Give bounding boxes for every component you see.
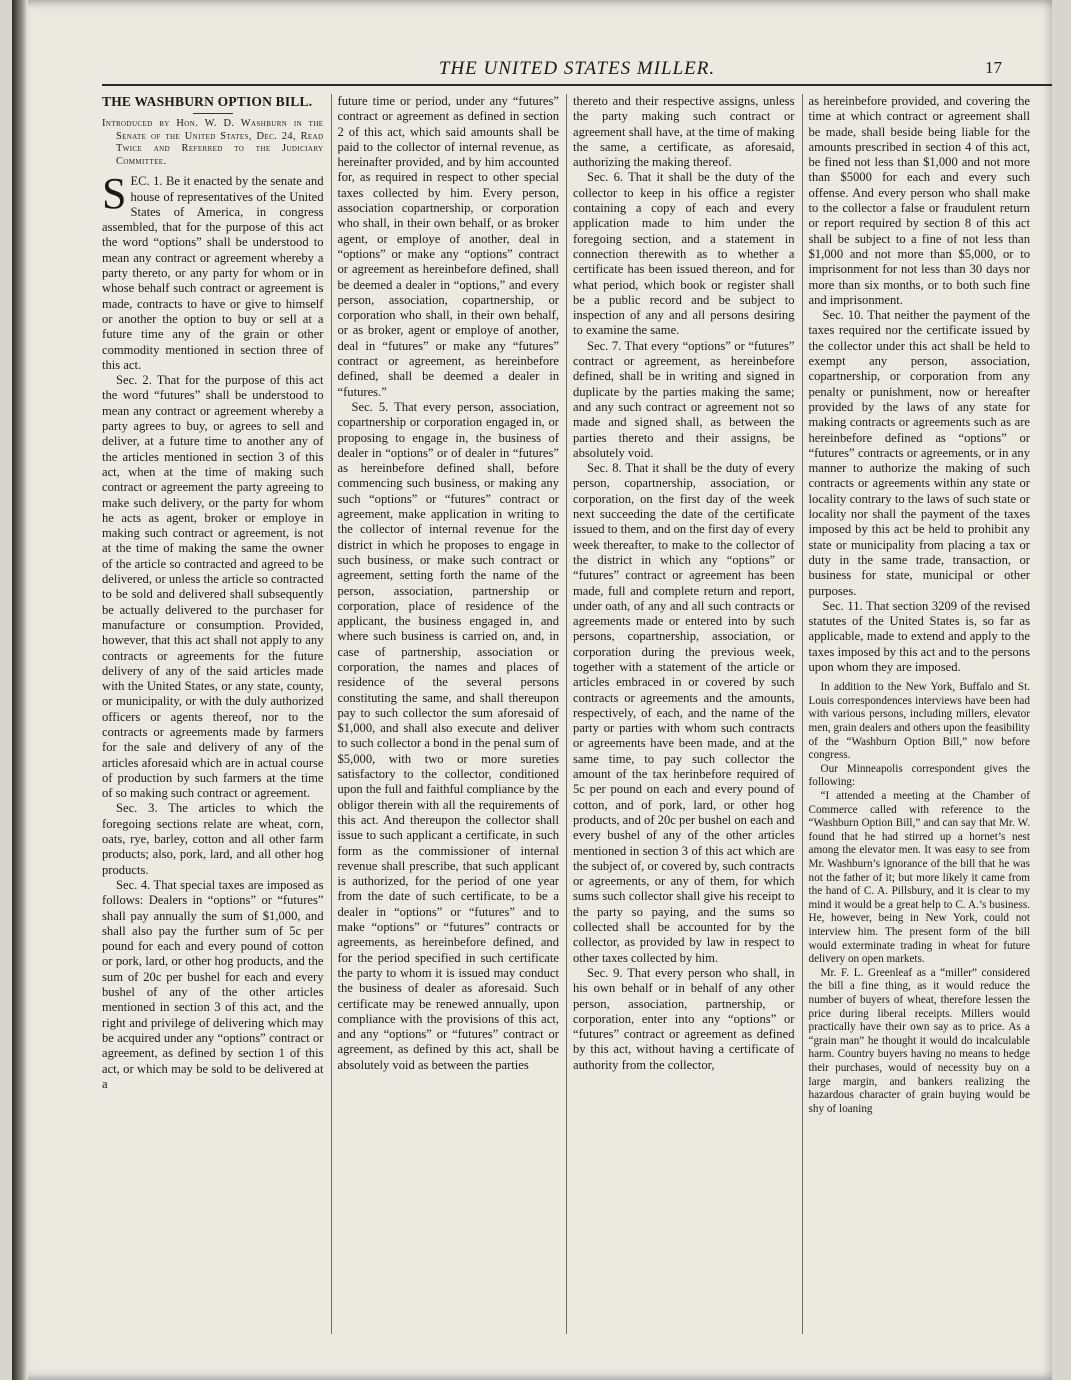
paragraph: In addition to the New York, Buffalo and St. Louis correspondences interviews have been had with various persons, including millers, elevator men, grain dealers and others upon the feasibility of the “Washburn Option Bill,” now before congress. <box>808 681 1030 762</box>
paragraph: Sec. 11. That section 3209 of the revised statutes of the United States is, so far as applicable, made to extend and apply to the taxes imposed by this act and to the persons upon whom they are imposed. <box>808 598 1030 674</box>
paragraph: Mr. F. L. Greenleaf as a “miller” considered the bill a fine thing, as it would reduce the number of buyers of wheat, therefore lessen the price during liberal receipts. Millers would practically have their own say as to price. As a “grain man” he thought it would do incalculable harm. Country buyers having no means to hedge their purchases, would of necessity buy on a large margin, and bankers realizing the hazardous character of grain buying would be shy of loaning <box>808 966 1030 1115</box>
paragraph: Sec. 5. That every person, association, copartnership or corporation engaged in, or proposing to engage in, the business of dealer in “options” or of dealer in “futures” as hereinbefore defined shall, before commencing such business, or making any such “options” or “futures” contract or agreement, make application in writing to the collector of internal revenue for the district in which he proposes to engage in such business, or make such contract or agreement, setting forth the name of the person, association, partnership or corporation, place of residence of the applicant, the business engaged in, and where such business is carried on, and, in case of partnership, association or corporation, the names and places of residence of the several persons constituting the same, and shall thereupon pay to such collector the sum aforesaid of $1,000, and shall also execute and deliver to such collector a bond in the penal sum of $5,000, with two or more sureties satisfactory to the collector, conditioned upon the full and faithful compliance by the obligor therein with all the requirements of this act. And thereupon the collector shall issue to such applicant a certificate, in such form as the commissioner of internal revenue shall prescribe, that such applicant is authorized, for the period of one year from the date of such certificate, to be a dealer in “options” or “futures” and to make “options” or “futures” contracts or agreements, as hereinbefore defined, and for the period specified in such certificate the party to whom it is issued may conduct the business of dealer as aforesaid. Such certificate may be renewed annually, upon compliance with the provisions of this act, and any “options” or “futures” contract or agreement, as defined by this act, shall be absolutely void as between the parties <box>337 399 559 1072</box>
paragraph: thereto and their respective assigns, unless the party making such contract or agreement shall have, at the time of making the same, a certificate, as aforesaid, authorizing the making thereof. <box>573 94 795 170</box>
page-number: 17 <box>985 58 1002 77</box>
newspaper-page <box>12 0 1052 1380</box>
paragraph: Our Minneapolis correspondent gives the following: <box>808 762 1030 789</box>
article-intro: Introduced by Hon. W. D. Washburn in the Senate of the United States, Dec. 24, Read Twice and Referred to the Judiciary Committee. <box>102 118 324 167</box>
article-title: THE WASHBURN OPTION BILL. <box>102 94 313 109</box>
paragraph: Sec. 8. That it shall be the duty of every person, copartnership, association, or corporation, on the first day of the week next succeeding the date of the certificate issued to them, and on the first day of every week thereafter, to make to the collector of the district in which any “options” or “futures” contract or agreement has been made, full and complete return and report, under oath, of any and all such contracts or agreements made or entered into by such persons, copartnership, association, or corporation during the previous week, together with a statement of the article or articles embraced in or covered by such contracts or agreements and the amounts, respectively, of each, and the name of the party or parties with whom such contracts or agreements have been made, and at the same time, to pay such collector the amount of the tax herinbefore required of 5c per pound on each and every pound of cotton, and of pork, lard, or other hog products, and of 20c per bushel on each and every bushel of any of the other articles mentioned in section 3 of this act which are the subject of, or covered by, such contracts or agreements, or any of them, for which sums such collector shall give his receipt to the party so paying, and the sums so collected shall be accounted for by the collector, as provided by law in respect to other taxes collected by him. <box>573 461 795 965</box>
paragraph: Sec. 9. That every person who shall, in his own behalf or in behalf of any other person, association, partnership, or corporation, enter into any “options” or “futures” contract or agreement as defined by this act, without having a certificate of authority from the collector, <box>573 965 795 1072</box>
paragraph: Sec. 6. That it shall be the duty of the collector to keep in his office a register containing a copy of each and every application made to him under the foregoing section, and a statement in connection therewith as to whether a certificate has been issued thereon, and for what period, which book or register shall be a public record and be subject to inspection of any and all persons desiring to examine the same. <box>573 170 795 338</box>
paragraph: as hereinbefore provided, and covering the time at which contract or agreement shall be made, shall beside being liable for the amounts prescribed in section 4 of this act, be fined not less than $1,000 and not more than $5000 for each and every such offense. And every person who shall make to the collector a false or fraudulent return or report required by section 8 of this act shall be subject to a fine of not less than $1,000 and not more than $5,000, or to imprisonment for not less than 30 days nor more than six months, or to both such fine and imprisonment. <box>808 94 1030 307</box>
binding-spine-shadow <box>12 0 28 1380</box>
commentary-section <box>809 681 1031 1116</box>
paragraph: Sec. 3. The articles to which the foregoing sections relate are wheat, corn, oats, rye, barley, cotton and all other farm products; also, pork, lard, and all other hog products. <box>102 801 324 877</box>
drop-cap: S <box>102 169 127 219</box>
article-columns <box>102 94 1030 1334</box>
paragraph: future time or period, under any “futures” contract or agreement as defined in section 2 of this act, which said amounts shall be paid to the collector of internal revenue, as hereinafter provided, and by him accounted for, as required in respect to other special taxes collected by him. Every person, association copartnership, or corporation who shall, in their own behalf, or as broker agent, or employe of another, deal in “options” or make any “options” contract or agreement as hereinbefore defined, shall be deemed a dealer in “options,” and every person, association, copartnership, or corporation who shall, in their own behalf, or as broker, agent or employe of another, deal in “futures” or make any “futures” contract or agreement, as hereinbefore defined, shall be deemed a dealer in “futures.” <box>337 94 559 399</box>
running-head: THE UNITED STATES MILLER. <box>438 58 716 79</box>
column-4 <box>802 94 1031 1334</box>
paragraph: “I attended a meeting at the Chamber of Commerce called with reference to the “Washburn Option Bill,” and can say that Mr. W. found that he had stirred up a hornet’s nest among the elevator men. It was easy to see from Mr. Washburn’s ignorance of the bill that he was not the father of it; but more likely it came from the hand of C. A. Pillsbury, and it is clear to my mind it would be a great help to C. A.’s business. He, however, being in New York, could not interview him. The present form of the bill would exterminate trading in wheat for future delivery on open markets. <box>808 790 1030 966</box>
paragraph: Sec. 7. That every “options” or “futures” contract or agreement, as hereinbefore defined, shall be in writing and signed in duplicate by the parties making the same; and any such contract or agreement not so made and signed shall, as between the parties thereto and their assigns, be absolutely void. <box>573 338 795 460</box>
column-2 <box>331 94 560 1334</box>
title-rule <box>193 113 233 114</box>
paragraph: Sec. 2. That for the purpose of this act the word “futures” shall be understood to mean any contract or agreement whereby a party agrees to buy, or agrees to sell and deliver, at a future time to another any of the articles mentioned in section 3 of this act, when at the time of making such contract or agreement the party agreeing to make such delivery, or the party for whom he acts as agent, broker or employe in making such contract or agreement, is not at the time of making the same the owner of the article so contracted and agreed to be delivered, or unless the article so contracted to be sold and delivered shall subsequently be actually delivered to the purchaser for manufacture or consumption. Provided, however, that this act shall not apply to any contracts or agreements for the future delivery of any of the said articles made with the United States, or any state, county, or municipality, or with the duly authorized officers or agents thereof, nor to the contracts or agreements made by farmers for the sale and delivery of any of the articles aforesaid which are in actual course of production by such farmers at the time of so making such contract or agreement. <box>102 373 324 801</box>
paragraph: Sec. 10. That neither the payment of the taxes required nor the certificate issued by the collector under this act shall be held to exempt any person, association, copartnership, or corporation from any penalty or punishment, now or hereafter provided by the laws of any state for making contracts or agreements such as are hereinbefore defined as “options” or “futures” contracts or agreements, or in any manner to authorize the making of such contracts or agreements within any state or locality contrary to the laws of such state or locality nor shall the payment of the taxes imposed by this act be held to prohibit any state or municipality from placing a tax or duty in the same trade, transaction, or business for state, municipal or other purposes. <box>808 308 1030 598</box>
paragraph: EC. 1. Be it enacted by the senate and house of representatives of the United States of America, in congress assembled, that for the purpose of this act the word “options” shall be understood to mean any contract or agreement whereby a party thereto, or any party for whom or in whose behalf such contract or agreement is made, contracts to have or give to himself or another the option to buy or sell at a future time any of the grain or other commodity mentioned in section three of this act. <box>102 174 324 372</box>
paragraph: Sec. 4. That special taxes are imposed as follows: Dealers in “options” or “futures” shall pay annually the sum of $1,000, and shall also pay the further sum of 5c per pound for each and every pound of cotton or pork, lard, or other hog products, and the sum of 20c per bushel for each and every bushel of any of the other articles mentioned in section 3 of this act, and the right and privilege of delivering which may be acquired under any “options” contract or agreement, as defined by section 1 of this act, or which may be sold to be delivered at a <box>102 877 324 1091</box>
column-1 <box>102 94 324 1334</box>
page-header <box>102 56 1052 86</box>
column-3 <box>566 94 795 1334</box>
